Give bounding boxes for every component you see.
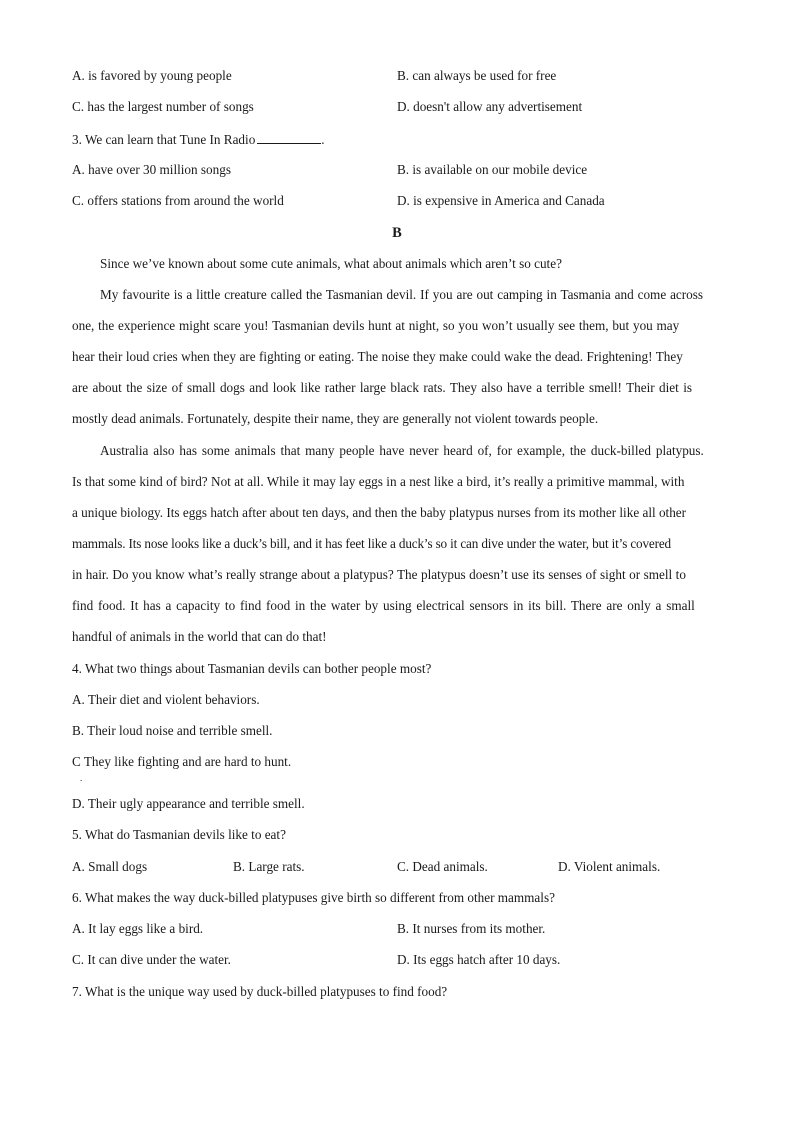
paragraph-line: a unique biology. Its eggs hatch after about ten days, and then the baby platypus nurses from its mother like all other: [72, 505, 687, 520]
q5-option-d: D. Violent animals.: [558, 859, 661, 874]
paragraph-line: mostly dead animals. Fortunately, despite their name, they are generally not violent towards people.: [72, 411, 599, 426]
q4-option-c: C They like fighting and are hard to hunt.: [72, 754, 292, 769]
paragraph-line: are about the size of small dogs and look like rather large black rats. They also have a terrible smell! Their diet is: [72, 380, 693, 395]
paragraph-line: mammals. Its nose looks like a duck’s bill, and it has feet like a duck’s so it can dive under the water, but it’s covered: [72, 536, 671, 551]
q6-option-b: B. It nurses from its mother.: [397, 921, 546, 936]
q3-option-b: B. is available on our mobile device: [397, 162, 588, 177]
paragraph-line: find food. It has a capacity to find food in the water by using electrical sensors in its bill. There are only a small: [72, 598, 695, 613]
paragraph-line: Is that some kind of bird? Not at all. While it may lay eggs in a nest like a bird, it’s really a primitive mammal, with: [72, 474, 685, 489]
paragraph-line: hear their loud cries when they are fighting or eating. The noise they make could wake the dead. Frightening! They: [72, 349, 683, 364]
paragraph-line: Australia also has some animals that many people have never heard of, for example, the duck-billed platypus.: [100, 443, 704, 458]
q4-option-a: A. Their diet and violent behaviors.: [72, 692, 260, 707]
answer-blank: [257, 131, 321, 144]
q3-option-c: C. offers stations from around the world: [72, 193, 284, 208]
q2-option-b: B. can always be used for free: [397, 68, 557, 83]
q2-option-d: D. doesn't allow any advertisement: [397, 99, 583, 114]
q6-option-d: D. Its eggs hatch after 10 days.: [397, 952, 561, 967]
q4-stem: 4. What two things about Tasmanian devils can bother people most?: [72, 661, 432, 676]
paragraph-line: in hair. Do you know what’s really strange about a platypus? The platypus doesn’t use its senses of sight or smell to: [72, 567, 686, 582]
q5-option-b: B. Large rats.: [233, 859, 305, 874]
q6-option-c: C. It can dive under the water.: [72, 952, 231, 967]
paragraph-line: My favourite is a little creature called the Tasmanian devil. If you are out camping in Tasmania and come across: [100, 287, 704, 302]
q2-option-c: C. has the largest number of songs: [72, 99, 254, 114]
q6-option-a: A. It lay eggs like a bird.: [72, 921, 204, 936]
q4-option-b: B. Their loud noise and terrible smell.: [72, 723, 273, 738]
paragraph-1: Since we’ve known about some cute animals, what about animals which aren’t so cute?: [100, 256, 562, 271]
q5-option-c: C. Dead animals.: [397, 859, 488, 874]
q3-question: [72, 131, 325, 148]
q4-option-d: D. Their ugly appearance and terrible smell.: [72, 796, 305, 811]
q3-stem: 3. We can learn that Tune In Radio: [72, 132, 256, 147]
paragraph-line: handful of animals in the world that can do that!: [72, 629, 327, 644]
q7-stem: 7. What is the unique way used by duck-billed platypuses to find food?: [72, 984, 448, 999]
q3-end: .: [321, 132, 325, 147]
section-heading: B: [392, 225, 402, 241]
stray-dot: .: [80, 773, 83, 783]
q3-option-a: A. have over 30 million songs: [72, 162, 231, 177]
q5-option-a: A. Small dogs: [72, 859, 148, 874]
q3-option-d: D. is expensive in America and Canada: [397, 193, 605, 208]
q5-stem: 5. What do Tasmanian devils like to eat?: [72, 827, 286, 842]
q6-stem: 6. What makes the way duck-billed platypuses give birth so different from other mammals?: [72, 890, 555, 905]
paragraph-line: one, the experience might scare you! Tasmanian devils hunt at night, so you won’t usually see them, but you may: [72, 318, 680, 333]
q2-option-a: A. is favored by young people: [72, 68, 232, 83]
